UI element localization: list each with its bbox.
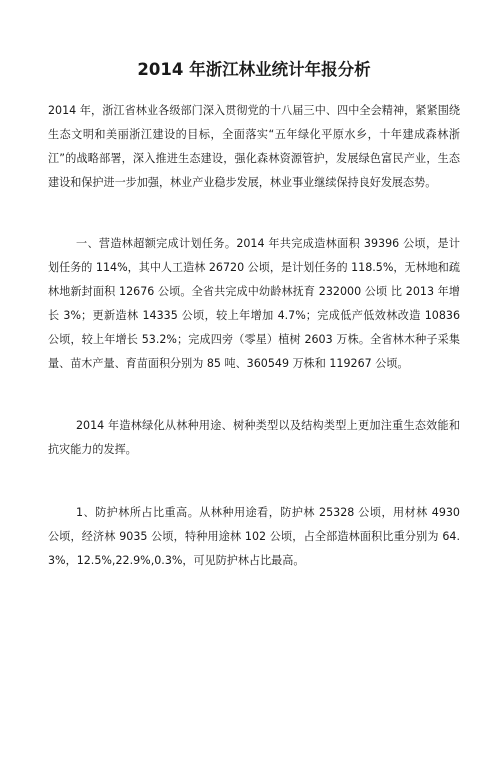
afforestation-paragraph: 一、营造林超额完成计划任务。2014 年共完成造林面积 39396 公顷，是计划任务的 114%，其中人工造林 26720 公顷，是计划任务的 118.5%，无林地和疏林地新封面积 12676 公顷。全省共完成中幼龄林抚育 232000 公顷 比 2013 年增长 3%；更新造林 14335 公顷，较上年增加 4.7%；完成低产低效林改造 10836 公顷，较上年增长 53.2%；完成四旁（零星）植树 2603 万株。全省林木种子采集量、苗木产量、育苗面积分别为 85 吨、360549 万株和 119267 公顷。 bbox=[48, 237, 460, 370]
protective-forest-paragraph: 1、防护林所占比重高。从林种用途看，防护林 25328 公顷，用材林 4930 公顷，经济林 9035 公顷，特种用途林 102 公顷，占全部造林面积比重分别为 64.3%，12.5%,22.9%,0.3%，可见防护林占比最高。 bbox=[48, 506, 460, 567]
document-title: 2014 年浙江林业统计年报分析 bbox=[137, 60, 371, 79]
intro-paragraph: 2014 年，浙江省林业各级部门深入贯彻党的十八届三中、四中全会精神，紧紧围绕生态文明和美丽浙江建设的目标，全面落实“五年绿化平原水乡，十年建成森林浙江”的战略部署，深入推进生态建设，强化森林资源管护，发展绿色富民产业，生态建设和保护进一步加强，林业产业稳步发展，林业事业继续保持良好发展态势。 bbox=[48, 104, 460, 189]
afforestation-focus-paragraph: 2014 年造林绿化从林种用途、树种类型以及结构类型上更加注重生态效能和抗灾能力的发挥。 bbox=[48, 419, 460, 456]
